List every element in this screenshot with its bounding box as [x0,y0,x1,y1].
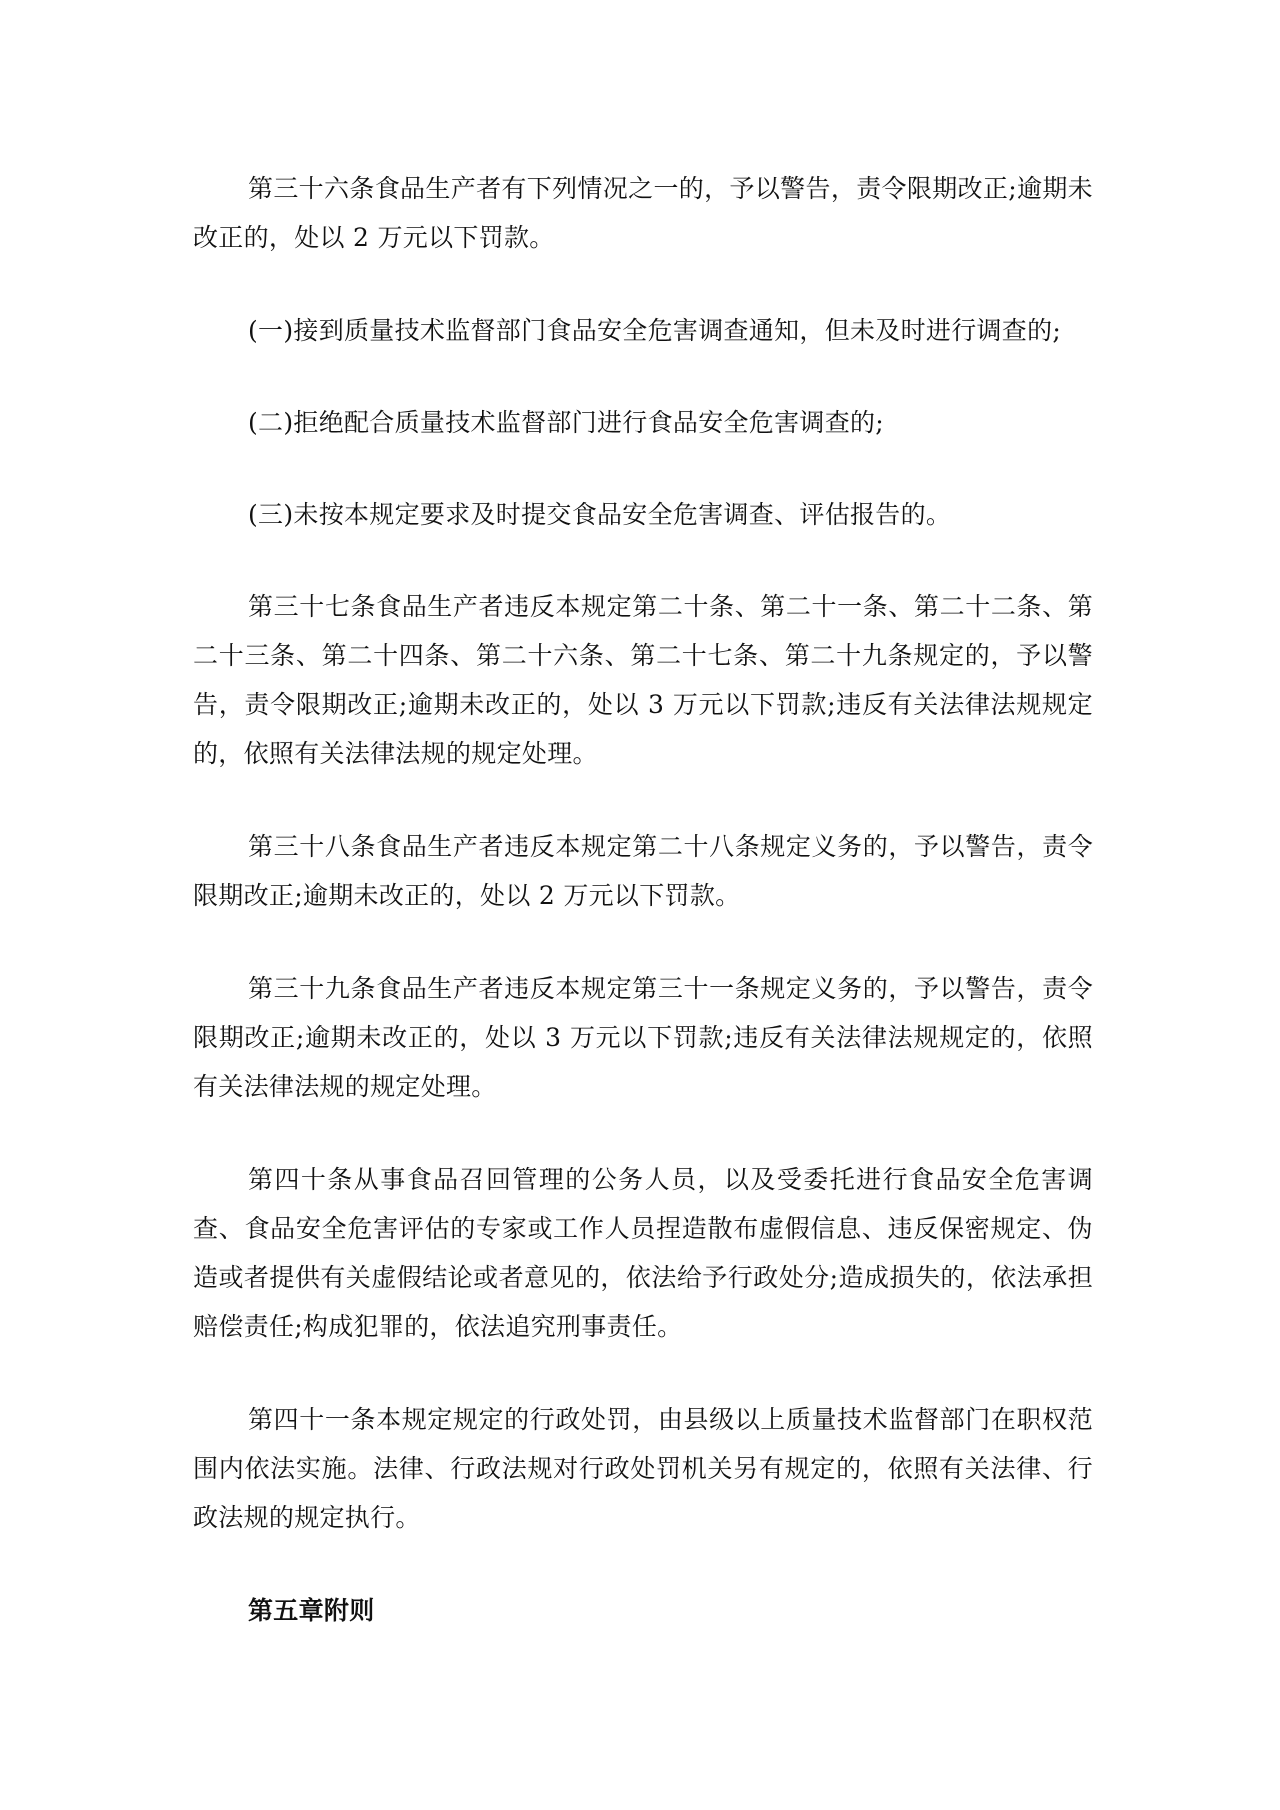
article-36-item-3: (三)未按本规定要求及时提交食品安全危害调查、评估报告的。 [248,500,952,529]
article-36-item-2: (二)拒绝配合质量技术监督部门进行食品安全危害调查的; [248,408,885,437]
article-36: 第三十六条食品生产者有下列情况之一的，予以警告，责令限期改正;逾期未改正的，处以 2 万元以下罚款。 [193,174,1093,252]
article-40: 第四十条从事食品召回管理的公务人员，以及受委托进行食品安全危害调查、食品安全危害评估的专家或工作人员捏造散布虚假信息、违反保密规定、伪造或者提供有关虚假结论或者意见的，依法给予行政处分;造成损失的，依法承担赔偿责任;构成犯罪的，依法追究刑事责任。 [193,1165,1093,1341]
article-38: 第三十八条食品生产者违反本规定第二十八条规定义务的，予以警告，责令限期改正;逾期未改正的，处以 2 万元以下罚款。 [193,832,1093,910]
article-41: 第四十一条本规定规定的行政处罚，由县级以上质量技术监督部门在职权范围内依法实施。法律、行政法规对行政处罚机关另有规定的，依照有关法律、行政法规的规定执行。 [193,1405,1093,1532]
article-39: 第三十九条食品生产者违反本规定第三十一条规定义务的，予以警告，责令限期改正;逾期未改正的，处以 3 万元以下罚款;违反有关法律法规规定的，依照有关法律法规的规定处理。 [193,974,1093,1101]
article-37: 第三十七条食品生产者违反本规定第二十条、第二十一条、第二十二条、第二十三条、第二十四条、第二十六条、第二十七条、第二十九条规定的，予以警告，责令限期改正;逾期未改正的，处以 3 万元以下罚款;违反有关法律法规规定的，依照有关法律法规的规定处理。 [193,592,1093,768]
article-36-item-1: (一)接到质量技术监督部门食品安全危害调查通知，但未及时进行调查的; [248,316,1062,345]
chapter-heading: 第五章附则 [248,1596,375,1625]
document-body [193,164,1093,1635]
